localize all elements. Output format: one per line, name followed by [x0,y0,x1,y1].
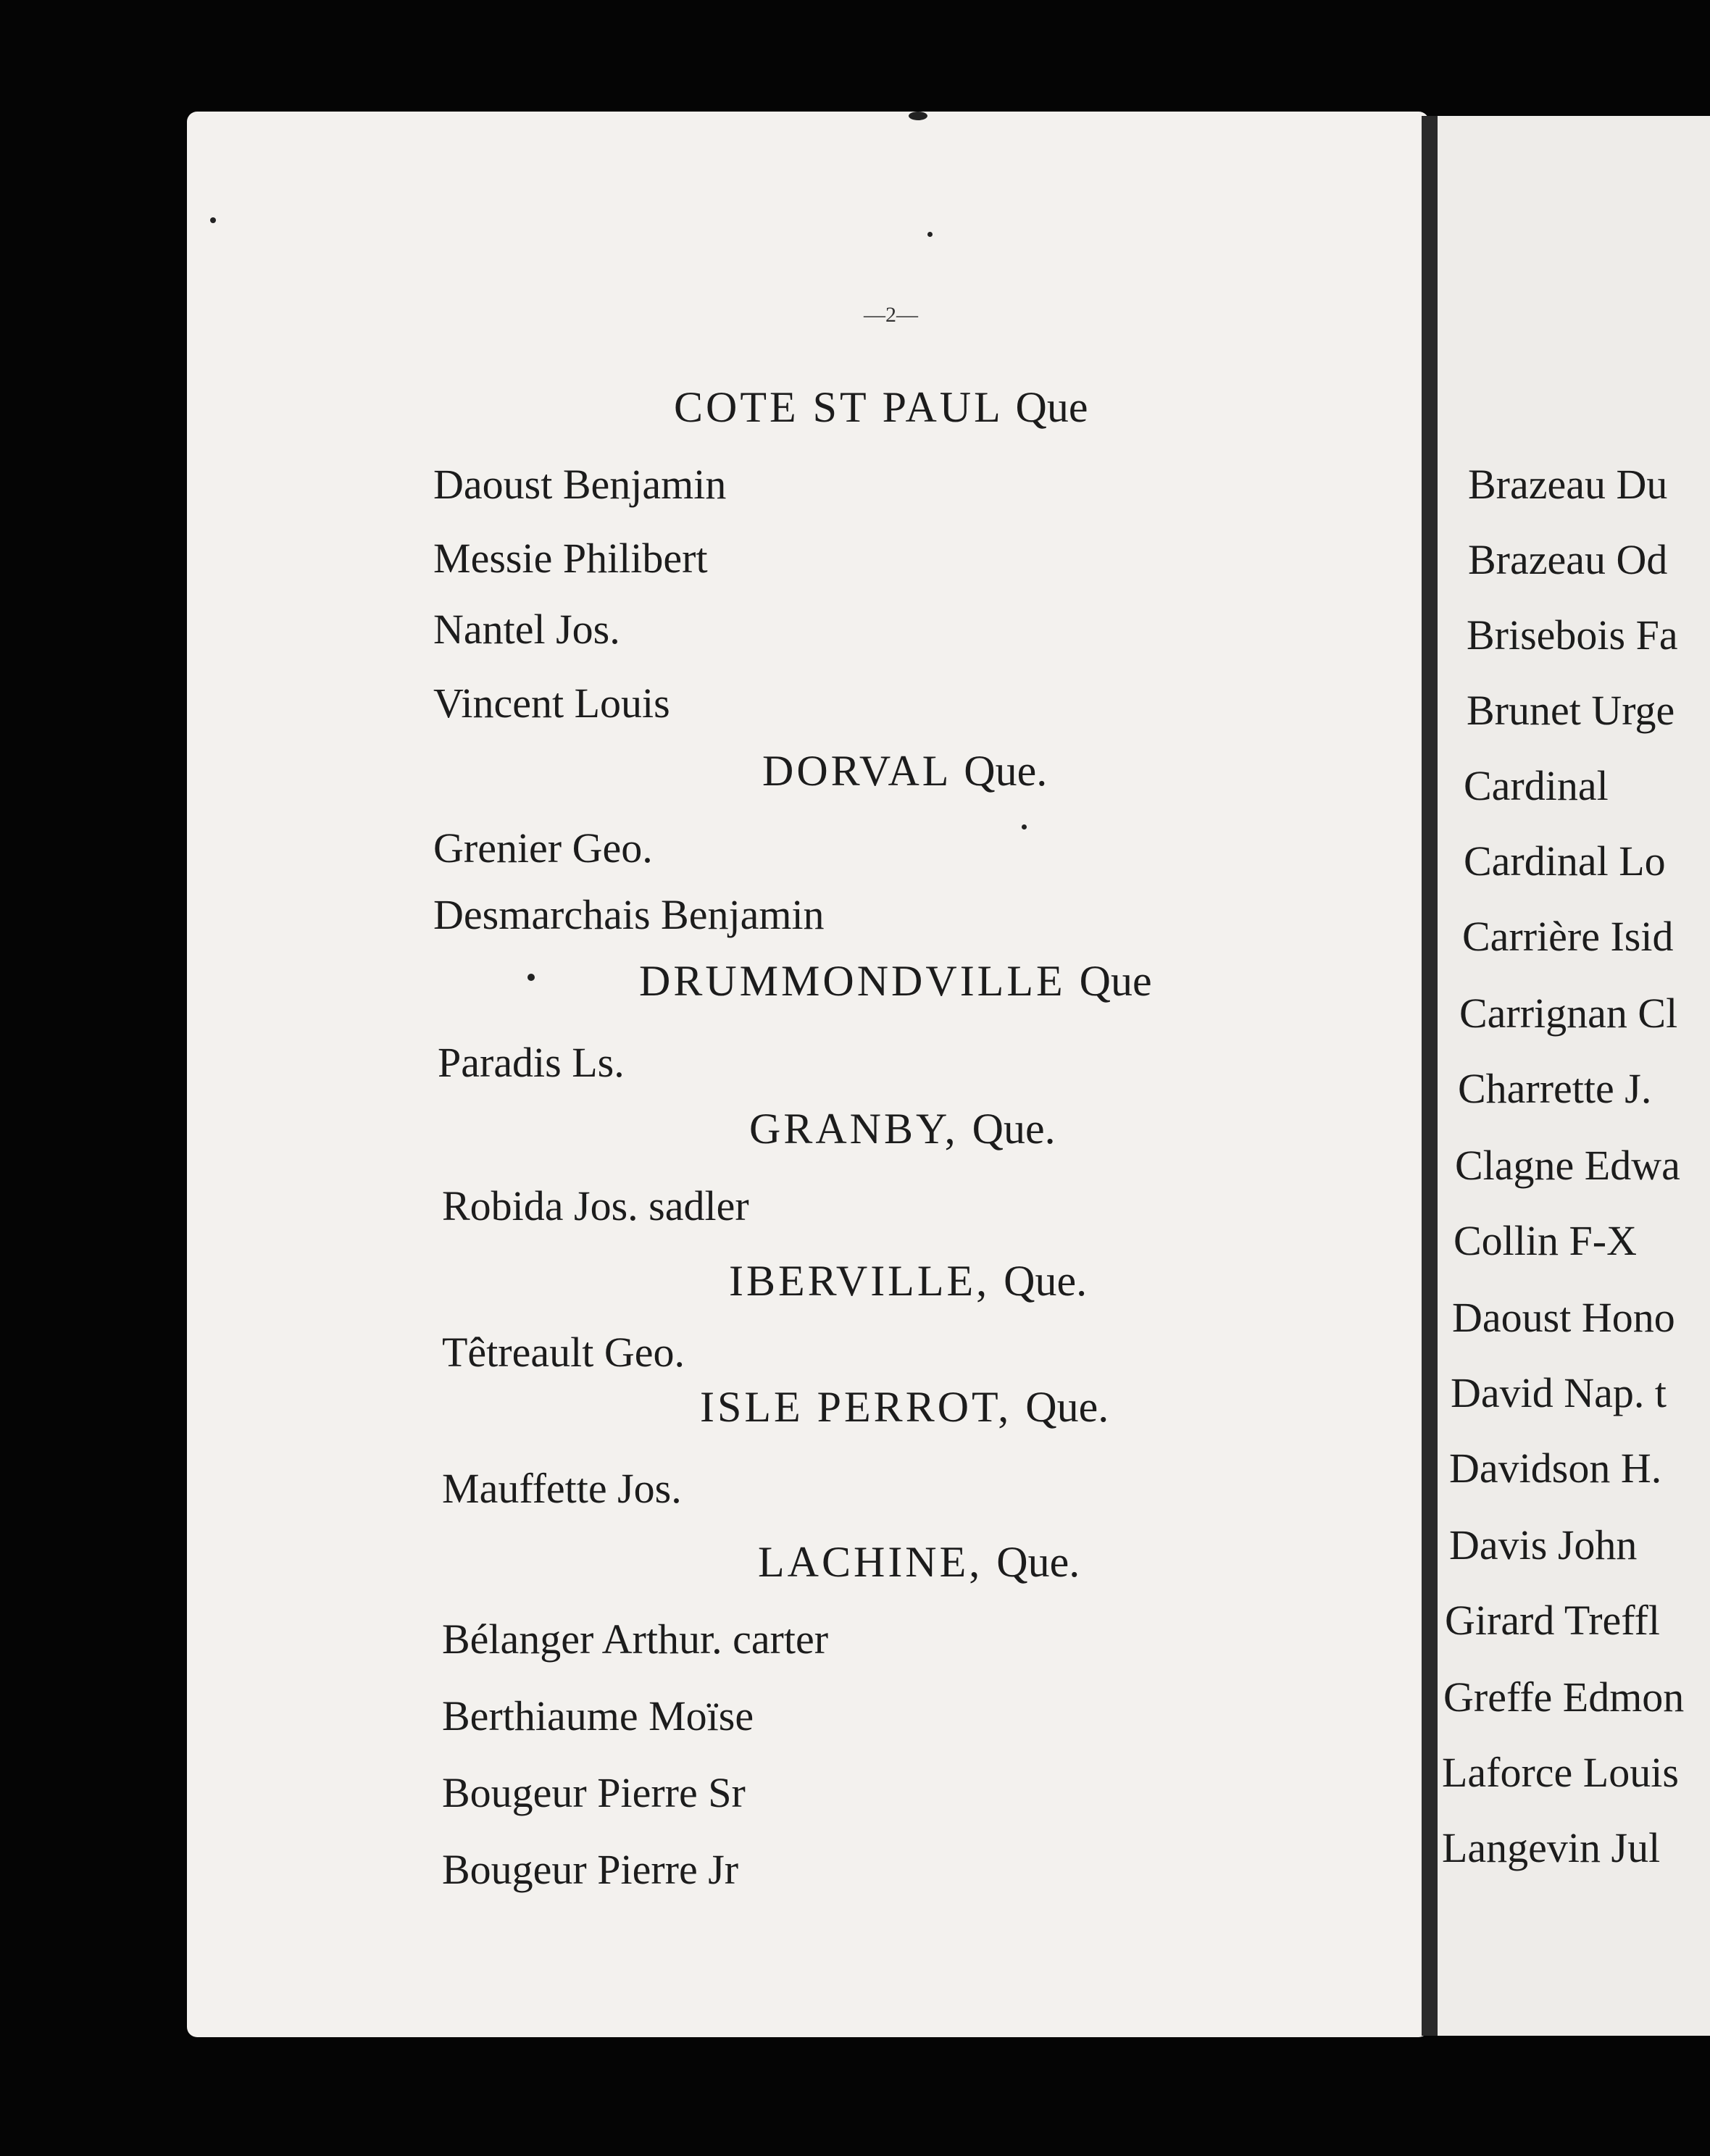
list-item: Davidson H. [1449,1445,1662,1492]
list-item: Charrette J. [1458,1065,1652,1112]
list-item: Mauffette Jos. [442,1465,682,1512]
list-item: Carrière Isid [1462,913,1674,960]
list-item: Messie Philibert [433,535,708,582]
list-item: Greffe Edmon [1443,1674,1685,1721]
heading-name: LACHINE, [758,1538,983,1586]
ink-speck [210,217,216,223]
list-item: Nantel Jos. [433,606,620,653]
page-number: —2— [864,303,918,327]
right-column-clip [1438,116,1710,2036]
heading-name: COTE ST PAUL [674,383,1002,431]
list-item: Bougeur Pierre Sr [442,1769,746,1816]
ink-speck [527,974,535,981]
list-item: Brazeau Od [1468,536,1668,583]
list-item: Bougeur Pierre Jr [442,1846,739,1893]
heading-name: ISLE PERROT, [700,1383,1012,1431]
section-heading-drummondville [639,959,1152,1003]
section-heading-iberville [729,1259,1087,1303]
list-item: Cardinal Lo [1464,837,1666,885]
list-item: Girard Treffl [1445,1597,1660,1644]
list-item: Laforce Louis [1442,1749,1679,1796]
list-item: Carrignan Cl [1459,990,1678,1037]
list-item: Desmarchais Benjamin [433,891,825,938]
section-heading-cote-st-paul [674,385,1088,429]
list-item: Robida Jos. sadler [442,1182,749,1229]
section-heading-lachine [758,1540,1080,1584]
heading-province: Que. [1025,1383,1109,1431]
section-heading-isle-perrot [700,1385,1109,1429]
list-item: Têtreault Geo. [442,1329,685,1376]
list-item: Brunet Urge [1467,687,1675,734]
section-heading-granby [749,1105,1056,1153]
page-gutter [1422,116,1438,2036]
heading-province: Que. [972,1105,1056,1153]
list-item: Berthiaume Moïse [442,1692,754,1739]
list-item: Paradis Ls. [438,1039,625,1086]
heading-name: IBERVILLE, [729,1257,990,1305]
heading-province: Que. [1004,1257,1088,1305]
list-item: David Nap. t [1451,1369,1667,1416]
heading-province: Que [1079,957,1152,1005]
section-heading-dorval [762,749,1047,793]
heading-name: DORVAL [762,747,951,795]
list-item: Daoust Hono [1452,1294,1675,1341]
list-item: Collin F-X [1454,1217,1637,1264]
list-item: Bélanger Arthur. carter [442,1616,829,1663]
list-item: Davis John [1449,1521,1638,1568]
ink-speck [909,112,927,120]
list-item: Brisebois Fa [1467,611,1678,659]
ink-speck [1022,824,1027,830]
ink-speck [927,232,933,237]
list-item: Grenier Geo. [433,824,653,872]
heading-name: DRUMMONDVILLE [639,957,1066,1005]
list-item: Vincent Louis [433,680,670,727]
heading-province: Que. [996,1538,1080,1586]
list-item: Daoust Benjamin [433,461,727,508]
list-item: Langevin Jul [1442,1824,1661,1871]
list-item: Cardinal [1464,762,1609,809]
heading-province: Que. [964,747,1048,795]
list-item: Clagne Edwa [1455,1142,1680,1189]
list-item: Brazeau Du [1468,461,1668,508]
heading-province: Que [1015,383,1088,431]
heading-name: GRANBY, [749,1105,959,1153]
